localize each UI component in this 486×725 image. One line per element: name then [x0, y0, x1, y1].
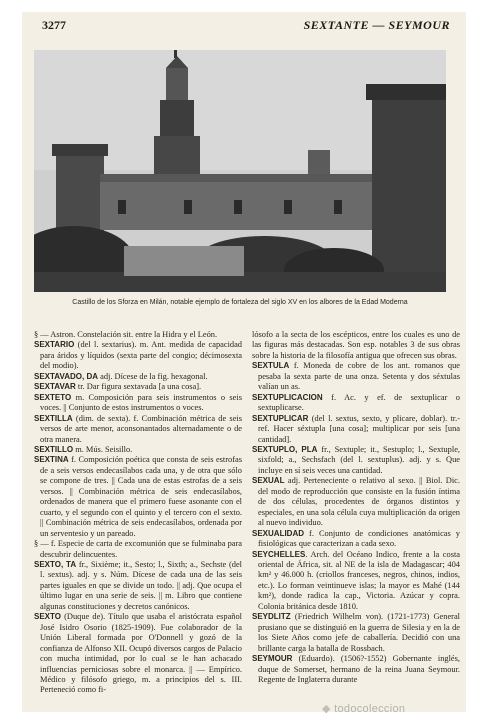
dictionary-entry: [34, 382, 242, 392]
entry-headword: SEXUAL: [252, 476, 285, 486]
entry-headword: SEXTUPLO, PLA: [252, 444, 318, 454]
entry-headword: SEXTO: [34, 612, 61, 622]
dictionary-entry: [252, 414, 460, 445]
entry-definition: adj. Dícese de la fig. hexagonal.: [98, 371, 208, 381]
entry-definition: fr., Sixième; it., Sesto; l., Sixth; a., Sechste (del l. sextus). adj. y s. Núm. Dícese de cada una de las seis partes iguales en que se divide un todo. || adj. Que ocupa el último lugar en una serie de seis. || m. Libro que contiene algunas constituciones y decretos canónicos.: [40, 559, 242, 611]
dictionary-entry: [34, 330, 242, 340]
entry-definition: (del l. sextarius). m. Ant. medida de capacidad para áridos y líquidos (sexta parte del congio; décimosexta del modio).: [40, 340, 242, 371]
entry-headword: SEXTINA: [34, 455, 69, 465]
entry-definition: f. Moneda de cobre de los ant. romanos que pesaba la sexta parte de una onza. Setenta y dos séxtulas valían un as.: [258, 361, 460, 392]
entry-definition: lósofo a la secta de los escépticos, entre los cuales es uno de las figuras más destacadas. Son esp. notables 3 de sus obras sobre la historia de la filosofía antigua que ofrecen sus obras.: [252, 330, 460, 360]
entry-headword: SEYMOUR: [252, 654, 293, 664]
running-head: SEXTANTE — SEYMOUR: [303, 18, 450, 32]
castle-photo: [34, 50, 446, 292]
watermark: [322, 702, 405, 715]
dictionary-entry: [34, 393, 242, 414]
entry-definition: § — Astron. Constelación sit. entre la Hidra y el León.: [34, 330, 218, 339]
entry-definition: § — f. Especie de carta de excomunión que se fulminaba para descubrir delincuentes.: [34, 539, 242, 559]
right-column: [252, 330, 460, 685]
dictionary-entry: [252, 529, 460, 550]
dictionary-entry: [252, 476, 460, 528]
entry-headword: SEXTARIO: [34, 340, 75, 350]
entry-definition: tr. Dar figura sextavada [a una cosa].: [75, 382, 202, 392]
dictionary-page: [22, 12, 466, 715]
dictionary-entry: [252, 550, 460, 613]
dictionary-entry: [34, 560, 242, 612]
entry-definition: adj. Perteneciente o relativo al sexo. || Biol. Dic. del modo de reproducción que consiste en la fusión íntima de dos células, procedentes de órganos distintos y especiales, en una sola célula cuya multiplicación da origen al nuevo individuo.: [258, 476, 460, 528]
entry-headword: SEYCHELLES: [252, 549, 306, 559]
entry-definition: m. Mús. Seisillo.: [73, 444, 133, 454]
dictionary-entry: [252, 654, 460, 685]
watermark-logo-icon: ◆: [322, 703, 335, 715]
entry-definition: (del l. sextus, sexto, y plicare, doblar). tr.-ref. Hacer séxtupla [una cosa]; multiplicar por seis [una cantidad].: [258, 413, 460, 444]
entry-definition: f. Conjunto de condiciones anatómicas y fisiológicas que caracterizan a cada sexo.: [258, 528, 460, 549]
entry-headword: SEXTAVADO, DA: [34, 371, 99, 381]
dictionary-entry: [34, 612, 242, 696]
dictionary-entry: [252, 393, 460, 414]
dictionary-entry: [34, 455, 242, 539]
entry-headword: SEXTILLA: [34, 413, 73, 423]
entry-definition: . Arch. del Océano Indico, frente a la costa oriental de África, sit. al NE de la isla de Madagascar; 404 km² y 46.000 h. (criollos franceses, negros, chinos, indios, etc.). Lo forman veintinueve islas; la mayor es Mahé (144 km²), donde radica la cap., Victoria. Azúcar y copra. Colonia británica desde 1810.: [258, 549, 460, 611]
watermark-text: todocoleccion: [334, 703, 406, 715]
page-number: 3277: [42, 18, 66, 32]
dictionary-entry: [252, 361, 460, 392]
entry-headword: SEXUALIDAD: [252, 528, 305, 538]
entry-headword: SEXTULA: [252, 361, 290, 371]
entry-definition: (Friedrich Wilhelm von). (1721-1773) General prusiano que se distinguió en la guerra de Silesia y en la de los Siete Años como jefe de caballería. Decidió con una brillante carga la batalla de Rossbach.: [258, 612, 460, 653]
entry-definition: (Eduardo). (1506?-1552) Gobernante inglés, duque de Somerset, hermano de la reina Juana Seymour. Regente de Inglaterra durante: [258, 654, 460, 684]
entry-definition: f. Composición poética que consta de seis estrofas de a seis versos endecasílabos cada una, y de otra que sólo se compone de tres. || Cada una de estas estrofas de a seis versos. || Combinación métrica de seis endecasílabos, ordenados de manera que el primero fuese asonante con el cuarto, y el segundo con el quinto y el tercero con el sexto. || Combinación métrica de seis endecasílabos, ordenada por un serventesio y un pareado.: [40, 455, 242, 538]
entry-headword: SEXTUPLICACION: [252, 392, 323, 402]
entry-headword: SEXTETO: [34, 392, 72, 402]
dictionary-entry: [252, 612, 460, 654]
dictionary-entry: [34, 372, 242, 382]
left-column: [34, 330, 242, 696]
dictionary-entry: [252, 330, 460, 361]
entry-headword: SEYDLITZ: [252, 612, 291, 622]
entry-definition: (Duque de). Título que usaba el aristócrata español José Isidro Osorio (1825-1909). Fue colaborador de la Unión Liberal formada por O'Donnell y gozó de la confianza de Alfonso XII. Ocupó diversos cargos de Palacio con mucha intimidad, por lo cual se le han achacado influencias perniciosas sobre el monarca. || — Empírico. Médico y filósofo griego, m. a principios del s. III. Perteneció como fi-: [40, 612, 242, 695]
entry-definition: (dim. de sexta). f. Combinación métrica de seis versos de arte menor, aconsonantados alternadamente o de otra manera.: [40, 413, 242, 444]
entry-definition: f. Ac. y ef. de sextuplicar o sextuplicarse.: [258, 392, 460, 413]
dictionary-entry: [34, 445, 242, 455]
dictionary-entry: [34, 539, 242, 560]
page-header: [22, 18, 466, 36]
entry-headword: SEXTUPLICAR: [252, 413, 309, 423]
photo-caption: Castillo de los Sforza en Milán, notable ejemplo de fortaleza del siglo XV en los albores de la Edad Moderna: [72, 299, 408, 306]
entry-headword: SEXTILLO: [34, 444, 74, 454]
dictionary-entry: [34, 340, 242, 371]
entry-headword: SEXTAVAR: [34, 382, 76, 392]
entry-headword: SEXTO, TA: [34, 559, 77, 569]
entry-definition: fr., Sextuple; it., Sestuplo; l., Sextuple, sixfold; a., Sechsfach (del l. sextuplus). adj. y s. Que incluye en sí seis veces una cantidad.: [258, 444, 460, 475]
dictionary-entry: [252, 445, 460, 476]
entry-definition: m. Composición para seis instrumentos o seis voces. || Conjunto de estos instrumentos o voces.: [40, 392, 242, 413]
dictionary-entry: [34, 414, 242, 445]
